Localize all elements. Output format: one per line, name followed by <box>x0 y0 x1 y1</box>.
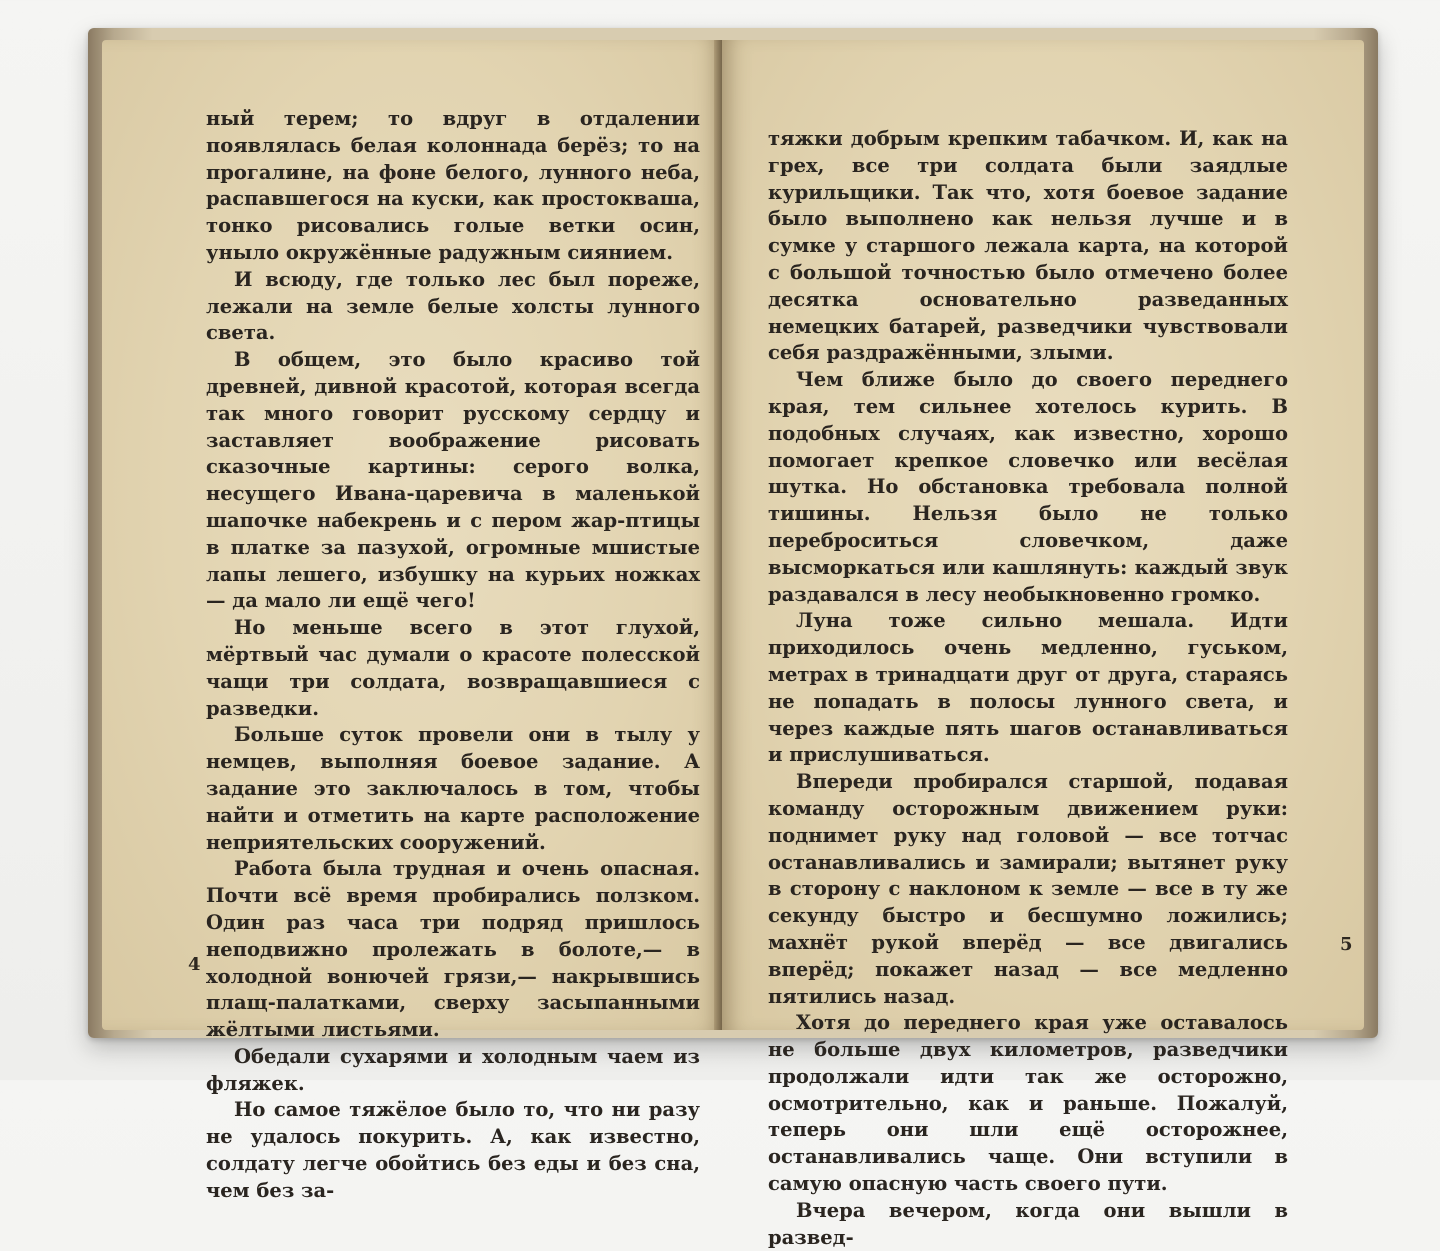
paragraph: В общем, это было красиво той древней, дивной красотой, которая всегда так много говорит русскому сердцу и заставляет воображение рисовать сказочные картины: серого волка, несущего Ивана-царевича в маленькой шапочке набекрень и с пером жар-птицы в платке за пазухой, огромные мшистые лапы лешего, избушку на курьих ножках — да мало ли ещё чего! <box>206 348 700 613</box>
paragraph: И всюду, где только лес был пореже, лежали на земле белые холсты лунного света. <box>206 267 700 345</box>
paragraph: Впереди пробирался старшой, подавая команду осторожным движением руки: поднимет руку над головой — все тотчас останавливались и замирали; вытянет руку в сторону с наклоном к земле — все в ту же секунду быстро и бесшумно ложились; махнёт рукой вперёд — все двигались вперёд; покажет назад — все медленно пятились назад. <box>768 770 1288 1008</box>
right-page-text <box>768 126 1288 1251</box>
left-page-text <box>206 106 700 1205</box>
paragraph: тяжки добрым крепким табачком. И, как на грех, все три солдата были заядлые курильщики. Так что, хотя боевое задание было выполнено как нельзя лучше и в сумке у старшого лежала карта, на которой с большой точностью было отмечено более десятка основательно разведанных немецких батарей, разведчики чувствовали себя раздражёнными, злыми. <box>768 127 1288 365</box>
left-page <box>102 40 722 1202</box>
paragraph: Вчера вечером, когда они вышли в развед- <box>768 1198 1288 1249</box>
paragraph: Луна тоже сильно мешала. Идти приходилось очень медленно, гуськом, метрах в тринадцати друг от друга, стараясь не попадать в полосы лунного света, и через каждые пять шагов останавливаться и прислушиваться. <box>768 609 1288 767</box>
paragraph: Чем ближе было до своего переднего края, тем сильнее хотелось курить. В подобных случаях, как известно, хорошо помогает крепкое словечко или весёлая шутка. Но обстановка требовала полной тишины. Нельзя было не только переброситься словечком, даже высморкаться или кашлянуть: каждый звук раздавался в лесу необыкновенно громко. <box>768 368 1288 606</box>
right-page <box>722 40 1364 1249</box>
open-book <box>88 28 1378 1249</box>
paragraph: Больше суток провели они в тылу у немцев, выполняя боевое задание. А задание это заключалось в том, чтобы найти и отметить на карте расположение неприятельских сооружений. <box>206 723 700 854</box>
paragraph: Но меньше всего в этот глухой, мёртвый час думали о красоте полесской чащи три солдата, возвращавшиеся с разведки. <box>206 616 700 720</box>
paragraph: Хотя до переднего края уже оставалось не больше двух километров, разведчики продолжали идти так же осторожно, осмотрительно, как и раньше. Пожалуй, теперь они шли ещё осторожнее, останавливались чаще. Они вступили в самую опасную часть своего пути. <box>768 1011 1288 1196</box>
page-number-right: 5 <box>1340 934 1353 955</box>
paragraph: Работа была трудная и очень опасная. Почти всё время пробирались ползком. Один раз часа три подряд пришлось неподвижно пролежать в болоте,— в холодной вонючей грязи,— накрывшись плащ-палатками, сверху засыпанными жёлтыми листьями. <box>206 857 700 1042</box>
paragraph: ный терем; то вдруг в отдалении появлялась белая колоннада берёз; то на прогалине, на фоне белого, лунного неба, распавшегося на куски, как простокваша, тонко рисовались голые ветки осин, уныло окружённые радужным сиянием. <box>206 107 700 264</box>
paragraph: Обедали сухарями и холодным чаем из фляжек. <box>206 1044 700 1095</box>
paragraph: Но самое тяжёлое было то, что ни разу не удалось покурить. А, как известно, солдату легче обойтись без еды и без сна, чем без за- <box>206 1098 700 1202</box>
page-number-left: 4 <box>188 954 201 975</box>
